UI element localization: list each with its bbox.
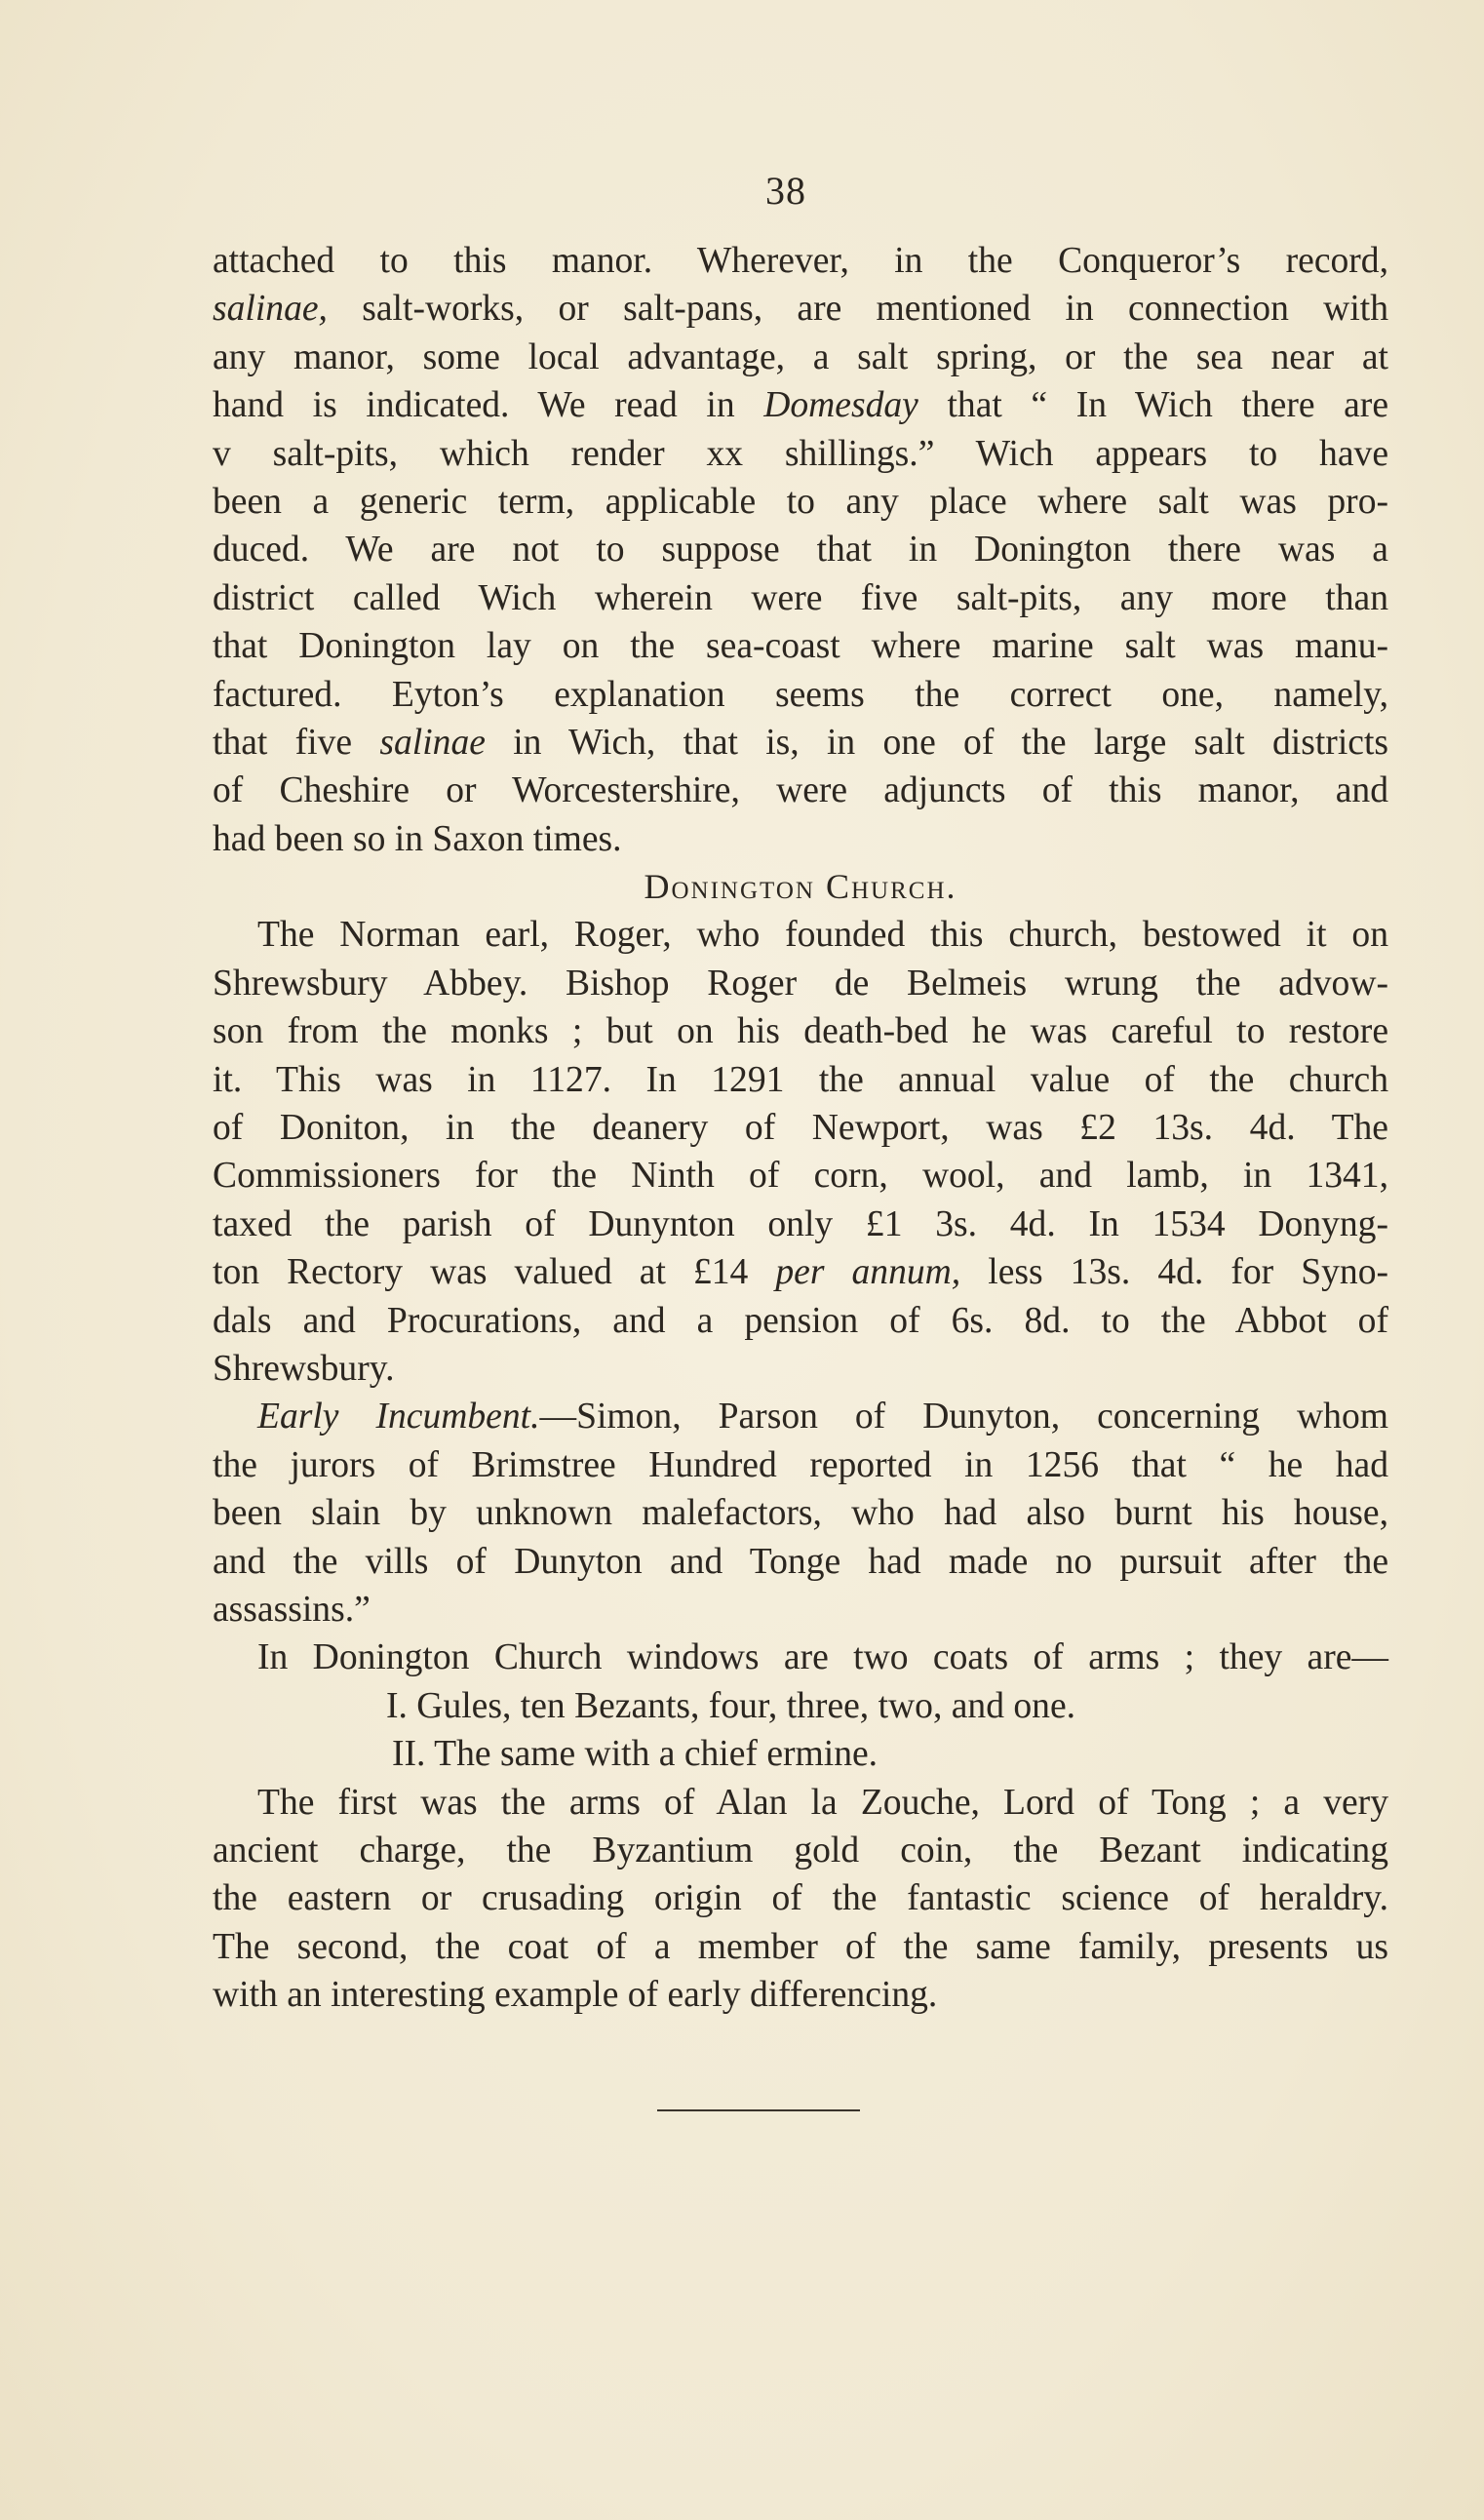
text-line (213, 478, 1388, 526)
text-run: Donington Church. (644, 867, 957, 907)
text-run: II. The same with a chief ermine. (392, 1734, 879, 1775)
text-run: The Norman earl, Roger, who founded this church, bestowed it on (257, 915, 1388, 956)
text-run: any manor, some local advantage, a salt spring, or the sea near at (213, 336, 1388, 377)
text-line (213, 1345, 1388, 1393)
page-number: 38 (765, 169, 806, 213)
footer-rule (657, 2109, 860, 2111)
text-run: and the vills of Dunyton and Tonge had made no pursuit after the (213, 1541, 1388, 1582)
text-run: —Simon, Parson of Dunyton, concerning whom (539, 1397, 1388, 1437)
text-line (213, 1393, 1388, 1440)
text-run: the eastern or crusading origin of the fantastic science of heraldry. (213, 1878, 1388, 1919)
text-line (213, 1730, 1388, 1778)
text-run: taxed the parish of Dunynton only £1 3s. 4d. In 1534 Donyng- (213, 1203, 1388, 1244)
text-run: Shrewsbury. (213, 1348, 395, 1389)
text-line (213, 1489, 1388, 1537)
text-line (213, 911, 1388, 959)
text-run: district called Wich wherein were five salt-pits, any more than (213, 577, 1388, 618)
text-run: Commissioners for the Ninth of corn, wool, and lamb, in 1341, (213, 1156, 1388, 1197)
text-run: ancient charge, the Byzantium gold coin, the Bezant indicating (213, 1830, 1388, 1870)
text-run: that five (213, 722, 380, 763)
text-line (213, 719, 1388, 767)
text-line (213, 1923, 1388, 1971)
italic-text: salinae, (213, 289, 328, 330)
text-line (213, 622, 1388, 670)
text-run: in Wich, that is, in one of the large salt districts (485, 722, 1389, 763)
text-line (213, 1779, 1388, 1827)
italic-text: salinae (379, 722, 486, 763)
text-line (213, 1682, 1388, 1730)
text-line (213, 1007, 1388, 1055)
text-run: v salt-pits, which render xx shillings.” Wich appears to have (213, 433, 1388, 474)
italic-text: per annum, (775, 1252, 961, 1293)
text-line (213, 1248, 1388, 1296)
text-run: the jurors of Brimstree Hundred reported in 1256 that “ he had (213, 1444, 1388, 1485)
text-line (213, 1104, 1388, 1152)
body-text (213, 237, 1388, 2019)
text-run: less 13s. 4d. for Syno- (960, 1252, 1388, 1293)
text-run: with an interesting example of early differencing. (213, 1975, 938, 2016)
text-run: factured. Eyton’s explanation seems the correct one, namely, (213, 674, 1388, 715)
text-line (213, 815, 1388, 863)
text-run: hand is indicated. We read in (213, 385, 764, 426)
text-line (213, 1971, 1388, 2019)
italic-text: Early Incumbent. (257, 1397, 540, 1437)
text-run: The second, the coat of a member of the same family, presents us (213, 1926, 1388, 1967)
text-run: dals and Procurations, and a pension of 6s. 8d. to the Abbot of (213, 1300, 1388, 1341)
text-line (213, 863, 1388, 911)
text-line (213, 1874, 1388, 1922)
text-run: of Cheshire or Worcestershire, were adjuncts of this manor, and (213, 770, 1388, 811)
text-line (213, 1634, 1388, 1681)
text-line (213, 1441, 1388, 1489)
text-run: The first was the arms of Alan la Zouche, Lord of Tong ; a very (257, 1782, 1388, 1823)
text-run: attached to this manor. Wherever, in the Conqueror’s record, (213, 241, 1388, 281)
text-line (213, 430, 1388, 478)
text-line (213, 1827, 1388, 1874)
text-line (213, 574, 1388, 622)
text-line (213, 381, 1388, 429)
text-run: been slain by unknown malefactors, who had also burnt his house, (213, 1493, 1388, 1534)
text-run: duced. We are not to suppose that in Donington there was a (213, 530, 1388, 571)
text-line (213, 1586, 1388, 1634)
text-line (213, 1201, 1388, 1248)
text-run: I. Gules, ten Bezants, four, three, two, and one. (386, 1685, 1076, 1726)
text-run: it. This was in 1127. In 1291 the annual value of the church (213, 1059, 1388, 1100)
text-run: of Doniton, in the deanery of Newport, was £2 13s. 4d. The (213, 1108, 1388, 1149)
text-line (213, 526, 1388, 573)
text-line (213, 1056, 1388, 1104)
text-run: son from the monks ; but on his death-bed he was careful to restore (213, 1011, 1388, 1052)
text-run: In Donington Church windows are two coats of arms ; they are— (257, 1637, 1388, 1678)
text-line (213, 767, 1388, 814)
text-run: that Donington lay on the sea-coast where marine salt was manu- (213, 626, 1388, 667)
text-line (213, 1297, 1388, 1345)
text-run: assassins.” (213, 1589, 371, 1630)
text-run: that “ In Wich there are (918, 385, 1388, 426)
text-line (213, 1538, 1388, 1586)
text-run: Shrewsbury Abbey. Bishop Roger de Belmeis wrung the advow- (213, 963, 1388, 1004)
text-line (213, 237, 1388, 285)
text-run: salt-works, or salt-pans, are mentioned in connection with (327, 289, 1388, 330)
text-run: had been so in Saxon times. (213, 818, 622, 859)
text-run: been a generic term, applicable to any place where salt was pro- (213, 481, 1388, 522)
text-line (213, 671, 1388, 719)
italic-text: Domesday (763, 385, 918, 426)
text-line (213, 285, 1388, 333)
text-line (213, 334, 1388, 381)
text-line (213, 960, 1388, 1007)
text-line (213, 1152, 1388, 1200)
text-run: ton Rectory was valued at £14 (213, 1252, 776, 1293)
